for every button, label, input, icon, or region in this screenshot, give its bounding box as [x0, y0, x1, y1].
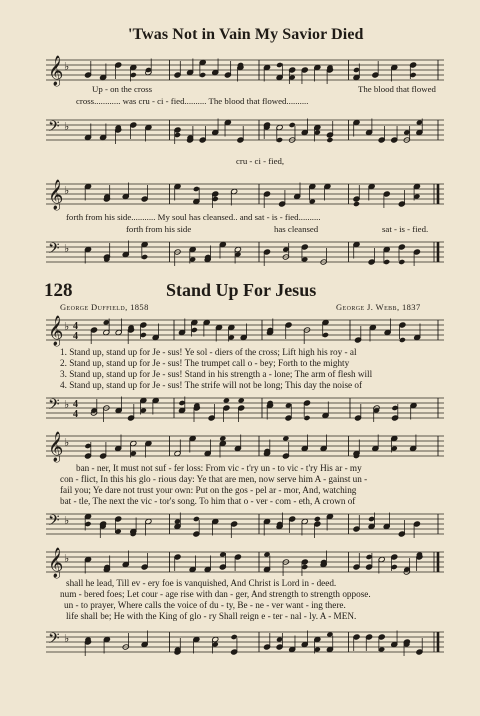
staff-treble	[46, 428, 444, 464]
lyric-line: forth from his side........... My soul has cleansed.. and sat - is - fied..........	[66, 212, 321, 222]
staff-bass	[46, 624, 444, 660]
hymn-title: Stand Up For Jesus	[166, 280, 317, 300]
verse-line-4: bat - tle, The next the vic - tor's song. To him that o - ver - com - eth, A crown of	[60, 496, 356, 506]
staff-treble	[46, 52, 444, 88]
svg-text:4: 4	[73, 399, 78, 410]
staff-treble	[46, 312, 444, 348]
hymn-number: 128	[44, 280, 73, 301]
svg-text:𝄞: 𝄞	[48, 316, 64, 346]
svg-text:𝄞: 𝄞	[48, 548, 64, 578]
staff-bass	[46, 390, 444, 426]
svg-text:♭: ♭	[64, 399, 70, 411]
verse-line-1: 1. Stand up, stand up for Je - sus! Ye sol - diers of the cross; Lift high his roy - al	[60, 347, 357, 357]
lyricist-credit: George Duffield, 1858	[60, 302, 149, 312]
staff-bass	[46, 234, 444, 270]
svg-text:♭: ♭	[64, 321, 70, 333]
lyric-line: has cleansed	[274, 224, 319, 234]
svg-text:♭: ♭	[64, 61, 70, 73]
verse-line-2: 2. Stand up, stand up for Je - sus! The trumpet call o - bey; Forth to the mighty	[60, 358, 350, 368]
staff-treble	[46, 176, 444, 212]
verse-line-3: fail you; Ye dare not trust your own: Put on the gos - pel ar - mor, And, watching	[60, 485, 357, 495]
svg-text:𝄞: 𝄞	[48, 180, 64, 210]
lyric-line: sat - is - fied.	[382, 224, 429, 234]
previous-hymn-title: 'Twas Not in Vain My Savior Died	[128, 26, 364, 43]
lyric-line: cross............ was cru - ci - fied.......... The blood that flowed..........	[76, 96, 309, 106]
verse-line-1: ban - ner, It must not suf - fer loss: From vic - t'ry un - to vic - t'ry His ar - my	[76, 463, 362, 473]
composer-credit: George J. Webb, 1837	[336, 302, 421, 312]
svg-text:𝄢: 𝄢	[48, 240, 60, 261]
svg-text:♭: ♭	[64, 243, 70, 255]
svg-text:♭: ♭	[64, 515, 70, 527]
lyric-line: cru - ci - fied,	[236, 156, 285, 166]
staff-bass	[46, 506, 444, 542]
verse-line-4: life shall be; He with the King of glo - ry Shall reign e - ter - nal - ly. A - MEN.	[66, 611, 357, 621]
verse-line-2: con - flict, In this his glo - rious day: Ye that are men, now serve him A - gainst un -	[60, 474, 368, 484]
svg-text:4: 4	[73, 321, 78, 332]
lyric-line: The blood that flowed	[358, 84, 436, 94]
svg-text:♭: ♭	[64, 121, 70, 133]
svg-text:𝄞: 𝄞	[48, 432, 64, 462]
verse-line-3: un - to prayer, Where calls the voice of du - ty, Be - ne - ver want - ing there.	[64, 600, 346, 610]
verse-line-2: num - bered foes; Let cour - age rise with dan - ger, And strength to strength oppose.	[60, 589, 371, 599]
svg-text:4: 4	[73, 331, 78, 342]
verse-line-3: 3. Stand up, stand up for Je - sus! Stand in his strength a - lone; The arm of flesh will	[60, 369, 373, 379]
svg-text:♭: ♭	[64, 553, 70, 565]
verse-line-4: 4. Stand up, stand up for Je - sus! The strife will not be long; This day the noise of	[60, 380, 363, 390]
lyric-line: forth from his side	[126, 224, 192, 234]
svg-text:𝄢: 𝄢	[48, 396, 60, 417]
svg-text:4: 4	[73, 409, 78, 420]
staff-treble	[46, 544, 444, 580]
svg-text:♭: ♭	[64, 437, 70, 449]
svg-text:𝄞: 𝄞	[48, 56, 64, 86]
svg-text:♭: ♭	[64, 185, 70, 197]
lyric-line: Up - on the cross	[92, 84, 153, 94]
verse-line-1: shall he lead, Till ev - ery foe is vanquished, And Christ is Lord in - deed.	[66, 578, 337, 588]
svg-text:𝄢: 𝄢	[48, 118, 60, 139]
svg-text:𝄢: 𝄢	[48, 630, 60, 651]
staff-bass	[46, 112, 444, 148]
svg-text:𝄢: 𝄢	[48, 512, 60, 533]
svg-text:♭: ♭	[64, 633, 70, 645]
